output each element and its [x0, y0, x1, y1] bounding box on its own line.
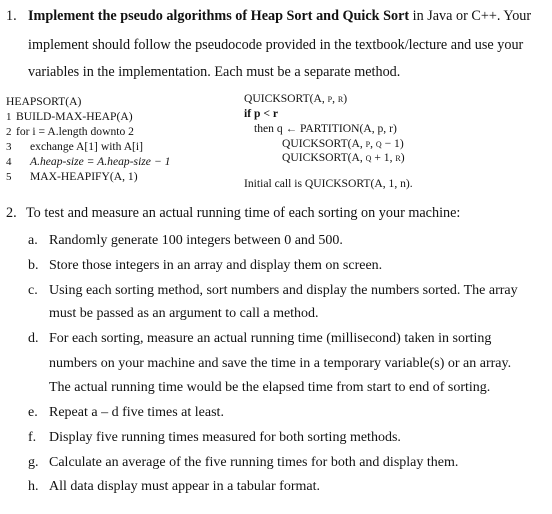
- subitem-text: Store those integers in an array and display them on screen.: [49, 258, 383, 273]
- subitem-text: For each sorting, measure an actual running time (millisecond) taken in sorting: [49, 331, 492, 346]
- heapsort-line-text: MAX-HEAPIFY(A, 1): [30, 170, 138, 183]
- subitem-label: f.: [28, 430, 37, 445]
- heapsort-line-text: BUILD-MAX-HEAP(A): [16, 110, 133, 123]
- q1-line2: implement should follow the pseudocode provided in the textbook/lecture and use your: [28, 37, 524, 53]
- heapsort-line-number: 4: [6, 156, 12, 168]
- q1-line3: variables in the implementation. Each must be a separate method.: [28, 64, 401, 80]
- q1-lead-rest: in Java or C++. Your: [409, 8, 532, 24]
- subitem-text: Randomly generate 100 integers between 0 and 500.: [49, 233, 343, 248]
- q2-text: To test and measure an actual running time of each sorting on your machine:: [26, 205, 461, 221]
- subitem-text: numbers on your machine and save the time in a temporary variable(s) or an array.: [49, 356, 512, 371]
- heapsort-line-number: 5: [6, 171, 12, 183]
- subitem-label: a.: [28, 233, 38, 248]
- subitem-text: Calculate an average of the five running times for both and display them.: [49, 455, 459, 470]
- subitem-label: g.: [28, 455, 39, 470]
- quicksort-line: if p < r: [244, 107, 278, 120]
- heapsort-line-text: exchange A[1] with A[i]: [30, 140, 144, 153]
- subitem-text: Repeat a – d five times at least.: [49, 405, 224, 420]
- q1-line1: [28, 8, 531, 25]
- q2-number: 2.: [6, 205, 17, 221]
- heapsort-header: HEAPSORT(A): [6, 95, 82, 108]
- quicksort-header: QUICKSORT(A, p, r): [244, 92, 348, 105]
- subitem-text: Display five running times measured for both sorting methods.: [49, 430, 401, 445]
- subitem-text: All data display must appear in a tabular format.: [49, 479, 320, 494]
- subitem-text: Using each sorting method, sort numbers and display the numbers sorted. The array: [49, 283, 518, 298]
- q1-lead-bold: Implement the pseudo algorithms of Heap Sort and Quick Sort: [28, 8, 410, 24]
- q1-number: 1.: [6, 8, 17, 24]
- quicksort-line: then q ← PARTITION(A, p, r): [254, 122, 397, 135]
- quicksort-line: QUICKSORT(A, q + 1, r): [282, 151, 405, 164]
- subitem-label: b.: [28, 258, 39, 273]
- heapsort-line-number: 3: [6, 141, 12, 153]
- subitem-label: h.: [28, 479, 39, 494]
- heapsort-line-text: for i = A.length downto 2: [16, 125, 134, 138]
- quicksort-line: QUICKSORT(A, p, q − 1): [282, 137, 404, 150]
- quicksort-initial-call: Initial call is QUICKSORT(A, 1, n).: [244, 177, 413, 190]
- heapsort-line-number: 2: [6, 126, 12, 138]
- subitem-label: e.: [28, 405, 38, 420]
- heapsort-line-number: 1: [6, 111, 12, 123]
- subitem-label: c.: [28, 283, 38, 298]
- subitem-text: must be passed as an argument to call a method.: [49, 306, 319, 321]
- subitem-text: The actual running time would be the elapsed time from start to end of sorting.: [49, 380, 491, 395]
- heapsort-line-text: A.heap-size = A.heap-size − 1: [30, 155, 171, 168]
- subitem-label: d.: [28, 331, 39, 346]
